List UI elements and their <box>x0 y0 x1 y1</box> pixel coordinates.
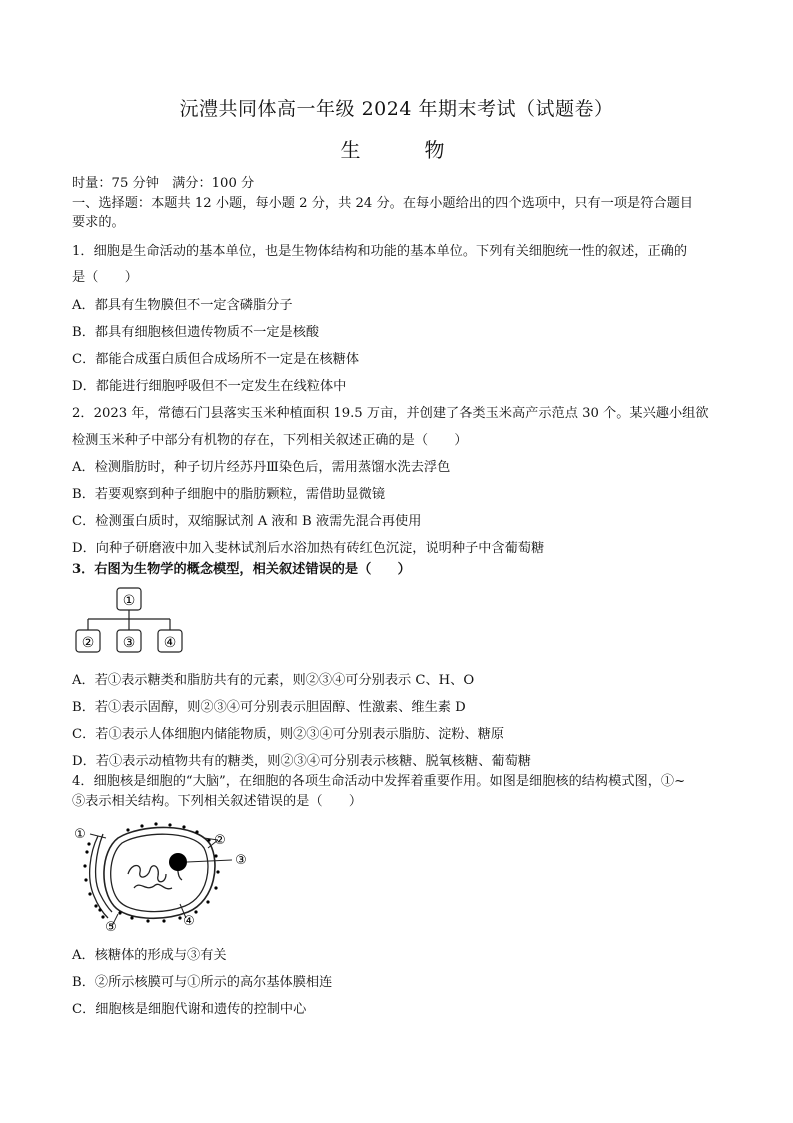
q2-option-c: C．检测蛋白质时，双缩脲试剂 A 液和 B 液需先混合再使用 <box>72 514 422 529</box>
q2-option-d: D．向种子研磨液中加入斐林试剂后水浴加热有砖红色沉淀，说明种子中含葡萄糖 <box>72 541 545 556</box>
q4-option-b: B．②所示核膜可与①所示的高尔基体膜相连 <box>72 975 333 990</box>
exam-time-score: 时量：75 分钟 满分：100 分 <box>72 176 255 191</box>
q1-option-c: C．都能合成蛋白质但合成场所不一定是在核糖体 <box>72 352 360 367</box>
nucleus-structure-diagram <box>70 822 255 934</box>
diagram-node-1: ① <box>122 593 136 609</box>
nucleus-label-1: ① <box>74 827 86 842</box>
q2-option-b: B．若要观察到种子细胞中的脂肪颗粒，需借助显微镜 <box>72 487 386 502</box>
nucleus-label-3: ③ <box>235 853 247 868</box>
diagram-node-3: ③ <box>122 635 136 651</box>
nucleus-label-2: ② <box>214 833 226 848</box>
diagram-node-4: ④ <box>163 635 177 651</box>
q1-stem-line2: 是（ ） <box>72 270 138 285</box>
q4-stem-line2: ⑤表示相关结构。下列相关叙述错误的是（ ） <box>72 794 363 809</box>
q2-stem-line1: 2．2023 年，常德石门县落实玉米种植面积 19.5 万亩，并创建了各类玉米高产示范点 30 个。某兴趣小组欲 <box>72 406 709 421</box>
q1-option-d: D．都能进行细胞呼吸但不一定发生在线粒体中 <box>72 379 347 394</box>
q4-option-a: A．核糖体的形成与③有关 <box>72 948 227 963</box>
concept-model-diagram <box>70 585 190 657</box>
diagram-node-2: ② <box>81 635 95 651</box>
q4-option-c: C．细胞核是细胞代谢和遗传的控制中心 <box>72 1002 307 1017</box>
section-intro-line2: 要求的。 <box>72 215 125 230</box>
q1-option-a: A．都具有生物膜但不一定含磷脂分子 <box>72 298 293 313</box>
nucleus-label-5: ⑤ <box>105 920 117 934</box>
section-intro-line1: 一、选择题：本题共 12 小题，每小题 2 分，共 24 分。在每小题给出的四个选项中，只有一项是符合题目 <box>72 196 693 211</box>
q3-option-b: B．若①表示固醇，则②③④可分别表示胆固醇、性激素、维生素 D <box>72 700 466 715</box>
q3-option-a: A．若①表示糖类和脂肪共有的元素，则②③④可分别表示 C、H、O <box>72 673 475 688</box>
q3-option-d: D．若①表示动植物共有的糖类，则②③④可分别表示核糖、脱氧核糖、葡萄糖 <box>72 754 531 769</box>
q1-stem-line1: 1．细胞是生命活动的基本单位，也是生物体结构和功能的基本单位。下列有关细胞统一性的叙述，正确的 <box>72 244 688 259</box>
nucleus-label-4: ④ <box>183 914 195 929</box>
q2-stem-line2: 检测玉米种子中部分有机物的存在，下列相关叙述正确的是（ ） <box>72 433 468 448</box>
subject-title: 生 物 <box>340 138 467 162</box>
q4-stem-line1: 4．细胞核是细胞的“大脑”，在细胞的各项生命活动中发挥着重要作用。如图是细胞核的结构模式图，①~ <box>72 774 686 789</box>
q2-option-a: A．检测脂肪时，种子切片经苏丹Ⅲ染色后，需用蒸馏水洗去浮色 <box>72 460 451 475</box>
q1-option-b: B．都具有细胞核但遗传物质不一定是核酸 <box>72 325 320 340</box>
q3-stem: 3．右图为生物学的概念模型，相关叙述错误的是（ ） <box>72 562 411 577</box>
page-title: 沅澧共同体高一年级 2024 年期末考试（试题卷） <box>179 98 614 120</box>
q3-option-c: C．若①表示人体细胞内储能物质，则②③④可分别表示脂肪、淀粉、糖原 <box>72 727 505 742</box>
